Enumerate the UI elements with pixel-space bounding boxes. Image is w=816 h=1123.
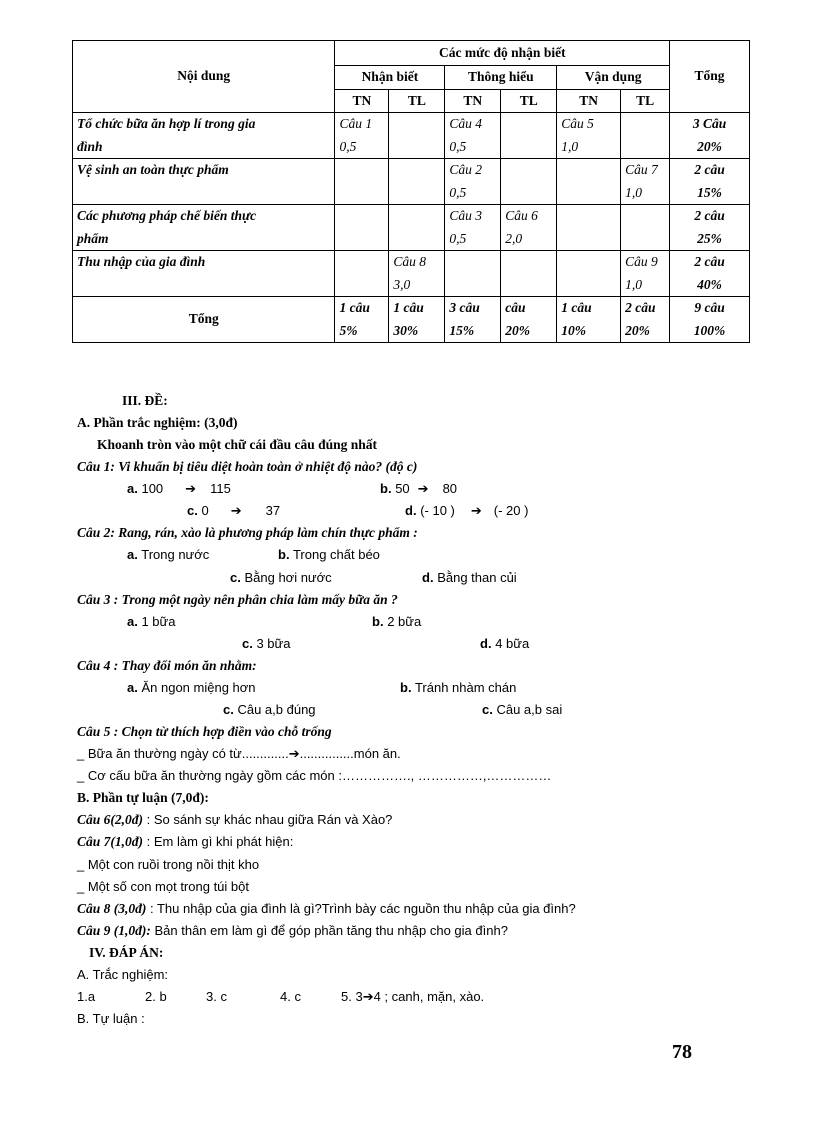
header-application: Vận dụng [557, 66, 670, 90]
matrix-cell [501, 159, 557, 205]
arrow-right-icon: ➔ [362, 989, 374, 1004]
q1-option-b: b. 50 ➔ 80 [380, 481, 458, 496]
matrix-cell [501, 251, 557, 297]
arrow-right-icon: ➔ [288, 746, 300, 761]
q4-option-d: c. Câu a,b sai [482, 702, 563, 717]
table-row [73, 159, 750, 205]
question-1: Câu 1: Vi khuẩn bị tiêu diệt hoàn toàn ở nhiệt độ nào? (độ c) [77, 459, 418, 474]
matrix-cell [389, 113, 445, 159]
header-understanding: Thông hiểu [445, 66, 557, 90]
row-total-cell: 2 câu 15% [670, 159, 750, 205]
table-row [73, 113, 750, 159]
matrix-cell [621, 205, 670, 251]
answer-1: 1.a [77, 989, 96, 1004]
arrow-right-icon: ➔ [470, 503, 482, 518]
answer-3: 3. c [206, 989, 227, 1004]
row-total-cell: 2 câu 40% [670, 251, 750, 297]
matrix-cell [335, 205, 389, 251]
matrix-cell: Câu 5 1,0 [557, 113, 621, 159]
question-7: Câu 7(1,0đ) : Em làm gì khi phát hiện: [77, 834, 294, 849]
question-9: Câu 9 (1,0đ): Bản thân em làm gì để góp phần tăng thu nhập cho gia đình? [77, 923, 508, 938]
matrix-cell: Câu 8 3,0 [389, 251, 445, 297]
q5-line-2: _ Cơ cấu bữa ăn thường ngày gồm các món :……………., ……………,…………… [77, 768, 552, 783]
q3-option-c: c. 3 bữa [242, 636, 291, 651]
table-row [73, 205, 750, 251]
q5-line-1: _ Bữa ăn thường ngày có từ.............➔...............món ăn. [77, 746, 401, 761]
page-number: 78 [672, 1041, 692, 1063]
answers-part-a-heading: A. Trắc nghiệm: [77, 967, 169, 982]
answer-4: 4. c [280, 989, 301, 1004]
subheader-tl: TL [621, 89, 670, 113]
q1-option-c: c. 0 ➔ 37 [187, 503, 281, 518]
matrix-cell: Câu 6 2,0 [501, 205, 557, 251]
question-3: Câu 3 : Trong một ngày nên phân chia làm mấy bữa ăn ? [77, 592, 398, 607]
total-cell: 3 câu 15% [445, 297, 501, 343]
total-cell: 1 câu 10% [557, 297, 621, 343]
answer-5: 5. 3➔4 ; canh, mặn, xào. [341, 989, 485, 1004]
question-8: Câu 8 (3,0đ) : Thu nhập của gia đình là gì?Trình bày các nguồn thu nhập của gia đình? [77, 901, 576, 916]
q2-option-a: a. Trong nước [127, 547, 210, 562]
instruction: Khoanh tròn vào một chữ cái đầu câu đúng nhất [97, 437, 378, 452]
header-total: Tổng [670, 41, 750, 113]
matrix-cell [389, 205, 445, 251]
q2-option-b: b. Trong chất béo [278, 547, 380, 562]
matrix-cell: Câu 4 0,5 [445, 113, 501, 159]
table-total-row [73, 297, 750, 343]
matrix-cell [501, 113, 557, 159]
matrix-cell [621, 113, 670, 159]
matrix-cell [557, 251, 621, 297]
q1-option-d: d. (- 10 ) ➔ (- 20 ) [405, 503, 529, 518]
answers-part-b-heading: B. Tự luận : [77, 1011, 145, 1026]
assessment-matrix-table [72, 40, 750, 343]
answer-2: 2. b [145, 989, 167, 1004]
matrix-cell [335, 159, 389, 205]
q4-option-a: a. Ăn ngon miệng hơn [127, 680, 256, 695]
matrix-cell: Câu 2 0,5 [445, 159, 501, 205]
arrow-right-icon: ➔ [185, 481, 197, 496]
question-5: Câu 5 : Chọn từ thích hợp điền vào chỗ trống [77, 724, 332, 739]
subheader-tn: TN [335, 89, 389, 113]
q7-item-1: _ Một con ruồi trong nồi thịt kho [77, 857, 260, 872]
part-b-heading: B. Phần tự luận (7,0đ): [77, 790, 209, 805]
q4-option-c: c. Câu a,b đúng [223, 702, 316, 717]
total-cell: 2 câu 20% [621, 297, 670, 343]
row-total-cell: 3 Câu 20% [670, 113, 750, 159]
total-row-label: Tổng [73, 297, 335, 343]
q3-option-b: b. 2 bữa [372, 614, 422, 629]
header-content: Nội dung [73, 41, 335, 113]
subheader-tn: TN [445, 89, 501, 113]
grand-total-cell: 9 câu 100% [670, 297, 750, 343]
topic-cell: Các phương pháp chế biến thực phẩm [73, 205, 335, 251]
matrix-cell: Câu 7 1,0 [621, 159, 670, 205]
question-2: Câu 2: Rang, rán, xào là phương pháp làm chín thực phẩm : [77, 525, 418, 540]
q2-option-d: d. Bằng than củi [422, 570, 517, 585]
question-6: Câu 6(2,0đ) : So sánh sự khác nhau giữa Rán và Xào? [77, 812, 393, 827]
matrix-cell: Câu 3 0,5 [445, 205, 501, 251]
matrix-cell: Câu 9 1,0 [621, 251, 670, 297]
header-levels: Các mức độ nhận biết [335, 41, 670, 66]
matrix-cell [389, 159, 445, 205]
matrix-cell: Câu 1 0,5 [335, 113, 389, 159]
q1-option-a: a. 100 ➔ 115 [127, 481, 231, 496]
total-cell: 1 câu 5% [335, 297, 389, 343]
question-4: Câu 4 : Thay đổi món ăn nhằm: [77, 658, 257, 673]
subheader-tl: TL [389, 89, 445, 113]
matrix-cell [445, 251, 501, 297]
topic-cell: Vệ sinh an toàn thực phẩm [73, 159, 335, 205]
answers-title: IV. ĐÁP ÁN: [89, 945, 164, 960]
table-row [73, 251, 750, 297]
subheader-tn: TN [557, 89, 621, 113]
topic-cell: Thu nhập của gia đình [73, 251, 335, 297]
q7-item-2: _ Một số con mọt trong túi bột [77, 879, 249, 894]
row-total-cell: 2 câu 25% [670, 205, 750, 251]
part-a-heading: A. Phần trắc nghiệm: (3,0đ) [77, 415, 238, 430]
total-cell: câu 20% [501, 297, 557, 343]
header-recognition: Nhận biết [335, 66, 445, 90]
topic-cell: Tổ chức bữa ăn hợp lí trong gia đình [73, 113, 335, 159]
q3-option-a: a. 1 bữa [127, 614, 176, 629]
matrix-cell [335, 251, 389, 297]
matrix-cell [557, 205, 621, 251]
q4-option-b: b. Tránh nhàm chán [400, 680, 517, 695]
section-title: III. ĐỀ: [122, 393, 168, 408]
arrow-right-icon: ➔ [417, 481, 429, 496]
arrow-right-icon: ➔ [230, 503, 242, 518]
matrix-cell [557, 159, 621, 205]
q2-option-c: c. Bằng hơi nước [230, 570, 332, 585]
subheader-tl: TL [501, 89, 557, 113]
total-cell: 1 câu 30% [389, 297, 445, 343]
q3-option-d: d. 4 bữa [480, 636, 530, 651]
